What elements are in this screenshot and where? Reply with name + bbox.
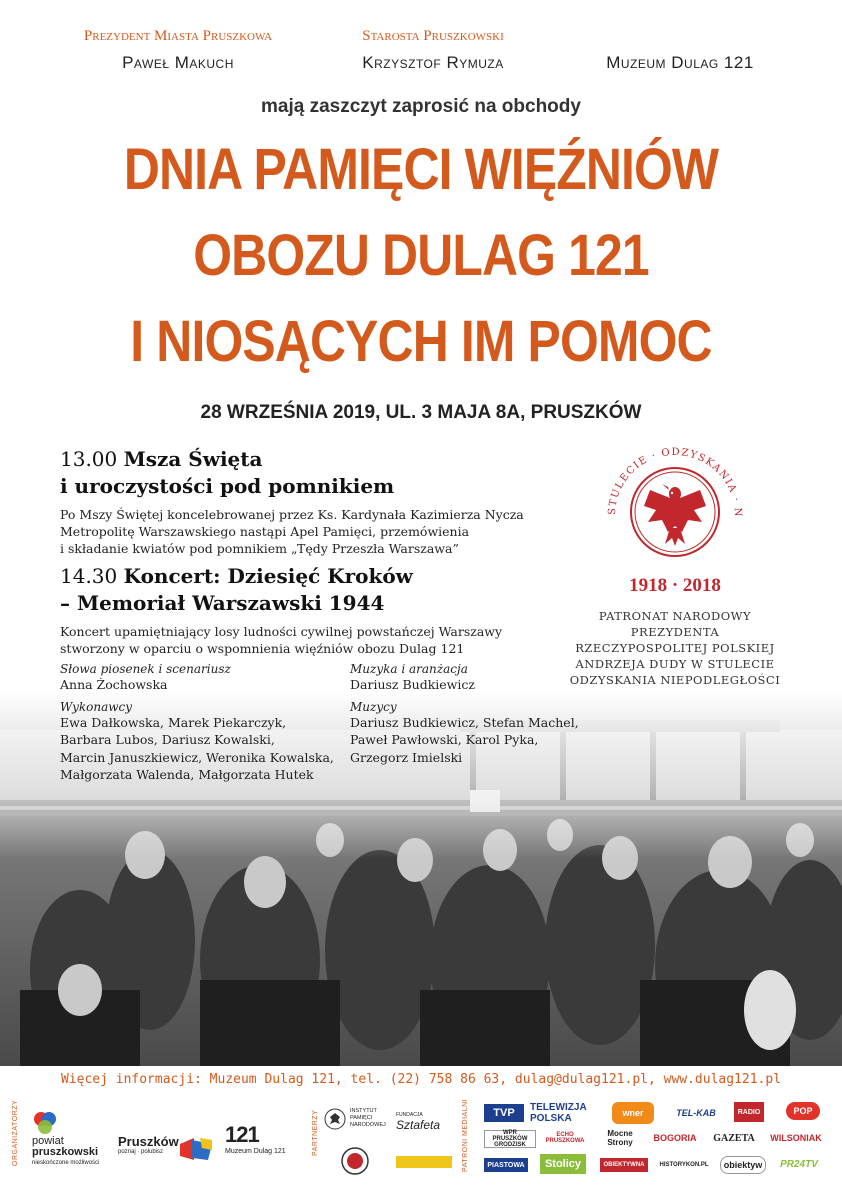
echo-text: ECHO PRUSZKOWA	[545, 1132, 585, 1144]
credit-line: Paweł Pawłowski, Karol Pyka,	[350, 732, 539, 747]
host-museum	[560, 28, 800, 73]
event-description	[60, 506, 540, 557]
telkab-text: TEL-KAB	[676, 1108, 716, 1118]
ipn-eagle-icon	[324, 1108, 346, 1130]
pr24tv-text: PR24TV	[780, 1158, 818, 1170]
invite-text: mają zaszczyt zaprosić na obchody	[261, 96, 581, 117]
credit-label-musicians: Muzycy	[350, 699, 397, 714]
patron-line: ODZYSKANIA NIEPODLEGŁOŚCI	[569, 673, 781, 687]
piastowa-text: PIASTOWA	[487, 1161, 525, 1169]
event-concert	[60, 563, 540, 657]
pop-text: POP	[793, 1106, 813, 1116]
event-description	[60, 623, 540, 657]
host-name: Muzeum Dulag 121	[606, 53, 754, 72]
host-role	[560, 28, 800, 45]
mocne-strony-logo	[596, 1130, 644, 1146]
pruszkow-logo	[118, 1134, 218, 1164]
pop-logo	[786, 1102, 820, 1120]
muzeum-logo-mark: 121	[225, 1122, 259, 1147]
bogoria-text: BOGORIA	[653, 1133, 697, 1143]
title-line-3: I NIOSĄCYCH IM POMOC	[130, 309, 712, 374]
telkab-logo	[672, 1104, 720, 1122]
sztafeta-text: Sztafeta	[396, 1118, 441, 1132]
credit-label-performers: Wykonawcy	[60, 699, 132, 714]
host-role: Prezydent Miasta Pruszkowa	[83, 28, 273, 44]
tvp-line: TELEWIZJA	[530, 1102, 587, 1113]
obiektyw-text: obiektyw	[723, 1160, 763, 1170]
title-line-2: OBOZU DULAG 121	[193, 223, 649, 288]
wpr-text: WPR PRUSZKÓW GRODZISK	[492, 1130, 528, 1148]
credit-value-music: Dariusz Budkiewicz	[350, 677, 475, 692]
tvp-line: POLSKA	[530, 1113, 572, 1124]
tvp-name	[530, 1102, 587, 1124]
credit-line: Małgorzata Walenda, Małgorzata Hutek	[60, 767, 314, 782]
pruszkow-flag-icon	[180, 1138, 212, 1160]
ipn-logo	[324, 1108, 394, 1138]
sztafeta-logo	[396, 1112, 446, 1136]
emblem-years: 1918 · 2018	[629, 575, 721, 596]
partner-seal-icon	[340, 1146, 370, 1176]
credit-line: Ewa Dałkowska, Marek Piekarczyk,	[60, 714, 287, 730]
credit-label-lyrics: Słowa piosenek i scenariusz	[60, 662, 231, 676]
radio-logo	[734, 1102, 764, 1122]
event-title: Koncert: Dziesięć Kroków	[123, 564, 413, 588]
wpr-logo	[484, 1130, 536, 1148]
organizers-label: ORGANIZATORZY	[12, 1099, 19, 1166]
patron-line: RZECZYPOSPOLITEJ POLSKIEJ	[575, 641, 775, 655]
powiat-logo-icon	[32, 1110, 58, 1136]
partners-label: PARTNERZY	[312, 1109, 319, 1156]
obiektyw-logo	[720, 1156, 766, 1174]
event-heading	[60, 563, 540, 590]
host-mayor	[58, 28, 298, 73]
muzeum-logo	[225, 1122, 295, 1162]
host-name: Krzysztof Rymuza	[362, 53, 504, 72]
desc-line: Metropolitę Warszawskiego nastąpi Apel Pamięci, przemówienia	[60, 524, 470, 539]
gazeta-text: GAZETA	[713, 1132, 755, 1144]
powiat-logo	[32, 1110, 112, 1166]
credit-line: Barbara Lubos, Dariusz Kowalski,	[60, 732, 275, 747]
desc-line: Po Mszy Świętej koncelebrowanej przez Ks. Kardynała Kazimierza Nycza	[60, 507, 524, 522]
event-mass	[60, 446, 540, 557]
event-title-2: – Memoriał Warszawski 1944	[60, 591, 385, 615]
gazeta-logo	[708, 1130, 760, 1146]
stolicy-text: Stolicy	[544, 1158, 582, 1170]
event-heading-2	[60, 473, 540, 500]
ipn-text: PAMIĘCI	[350, 1115, 373, 1121]
tvp-text: TVP	[493, 1107, 515, 1119]
emblem-ring-text: STULECIE · ODZYSKANIA · N	[606, 446, 744, 519]
event-heading	[60, 446, 540, 473]
event-time: 14.30	[60, 564, 118, 588]
partner-badge	[396, 1156, 452, 1168]
radio-text: RADIO	[737, 1108, 761, 1116]
date-location: 28 WRZEŚNIA 2019, UL. 3 MAJA 8A, PRUSZKÓW	[200, 402, 642, 423]
desc-line: stworzony w oparciu o wspomnienia więźniów obozu Dulag 121	[60, 641, 465, 656]
desc-line: i składanie kwiatów pod pomnikiem „Tędy Przeszła Warszawa”	[60, 541, 459, 556]
muzeum-logo-text: Muzeum Dulag 121	[225, 1148, 286, 1155]
event-heading-2	[60, 590, 540, 617]
mocne-strony-text: Mocne Strony	[607, 1129, 633, 1147]
pruszkow-tagline: poznaj · polubisz	[118, 1149, 164, 1155]
patronage-text	[555, 608, 795, 688]
host-name: Paweł Makuch	[122, 53, 234, 72]
wilsoniak-text: WILSONIAK	[770, 1133, 822, 1143]
powiat-word: powiat	[32, 1135, 64, 1147]
credits-left	[60, 662, 340, 784]
credit-line: Dariusz Budkiewicz, Stefan Machel,	[350, 714, 579, 730]
footer-logos	[0, 1094, 842, 1191]
wner-logo	[612, 1102, 654, 1124]
historykon-logo	[660, 1158, 708, 1172]
media-label: PATRONI MEDIALNI	[462, 1098, 469, 1172]
powiat-tagline: nieskończone możliwości	[32, 1160, 100, 1166]
piastowa-logo	[484, 1158, 528, 1172]
event-time: 13.00	[60, 447, 118, 471]
wilsoniak-logo	[768, 1130, 824, 1146]
centenary-emblem	[600, 440, 750, 572]
event-title: Msza Święta	[123, 447, 263, 471]
pr24tv-logo	[776, 1156, 822, 1172]
ipn-text: NARODOWEJ	[350, 1122, 386, 1128]
sztafeta-text: FUNDACJA	[396, 1112, 423, 1118]
historykon-text: HISTORYKON.PL	[659, 1162, 709, 1168]
tvp-logo	[484, 1104, 524, 1122]
host-role: Starosta Pruszkowski	[362, 28, 504, 44]
obiektywna-logo	[600, 1158, 648, 1172]
credit-label-music: Muzyka i aranżacja	[350, 662, 468, 676]
desc-line: Koncert upamiętniający losy ludności cywilnej powstańczej Warszawy	[60, 624, 503, 639]
host-starosta	[313, 28, 553, 73]
eagle-emblem-icon	[600, 440, 750, 572]
credit-line: Grzegorz Imielski	[350, 749, 463, 765]
patron-line: ANDRZEJA DUDY W STULECIE	[575, 657, 775, 671]
event-title-2: i uroczystości pod pomnikiem	[60, 474, 395, 498]
powiat-word: pruszkowski	[32, 1146, 99, 1158]
ipn-text: INSTYTUT	[350, 1108, 377, 1114]
title-line-1: DNIA PAMIĘCI WIĘŹNIÓW	[123, 137, 719, 202]
credit-value-lyrics: Anna Żochowska	[60, 677, 168, 692]
patron-line: PATRONAT NARODOWY PREZYDENTA	[598, 609, 752, 639]
credits-right	[350, 662, 590, 766]
wner-text: wner	[622, 1108, 644, 1118]
pruszkow-word: Pruszków	[118, 1134, 179, 1149]
credit-value-performers	[60, 714, 340, 784]
echo-logo	[540, 1130, 590, 1146]
more-info: Więcej informacji: Muzeum Dulag 121, tel. (22) 758 86 63, dulag@dulag121.pl, www.dulag121.pl	[60, 1072, 782, 1087]
stolicy-logo	[540, 1154, 586, 1174]
credit-value-musicians	[350, 714, 590, 767]
obiektywna-text: OBIEKTYWNA	[603, 1162, 645, 1168]
credit-line: Marcin Januszkiewicz, Weronika Kowalska,	[60, 749, 334, 765]
bogoria-logo	[650, 1130, 700, 1146]
